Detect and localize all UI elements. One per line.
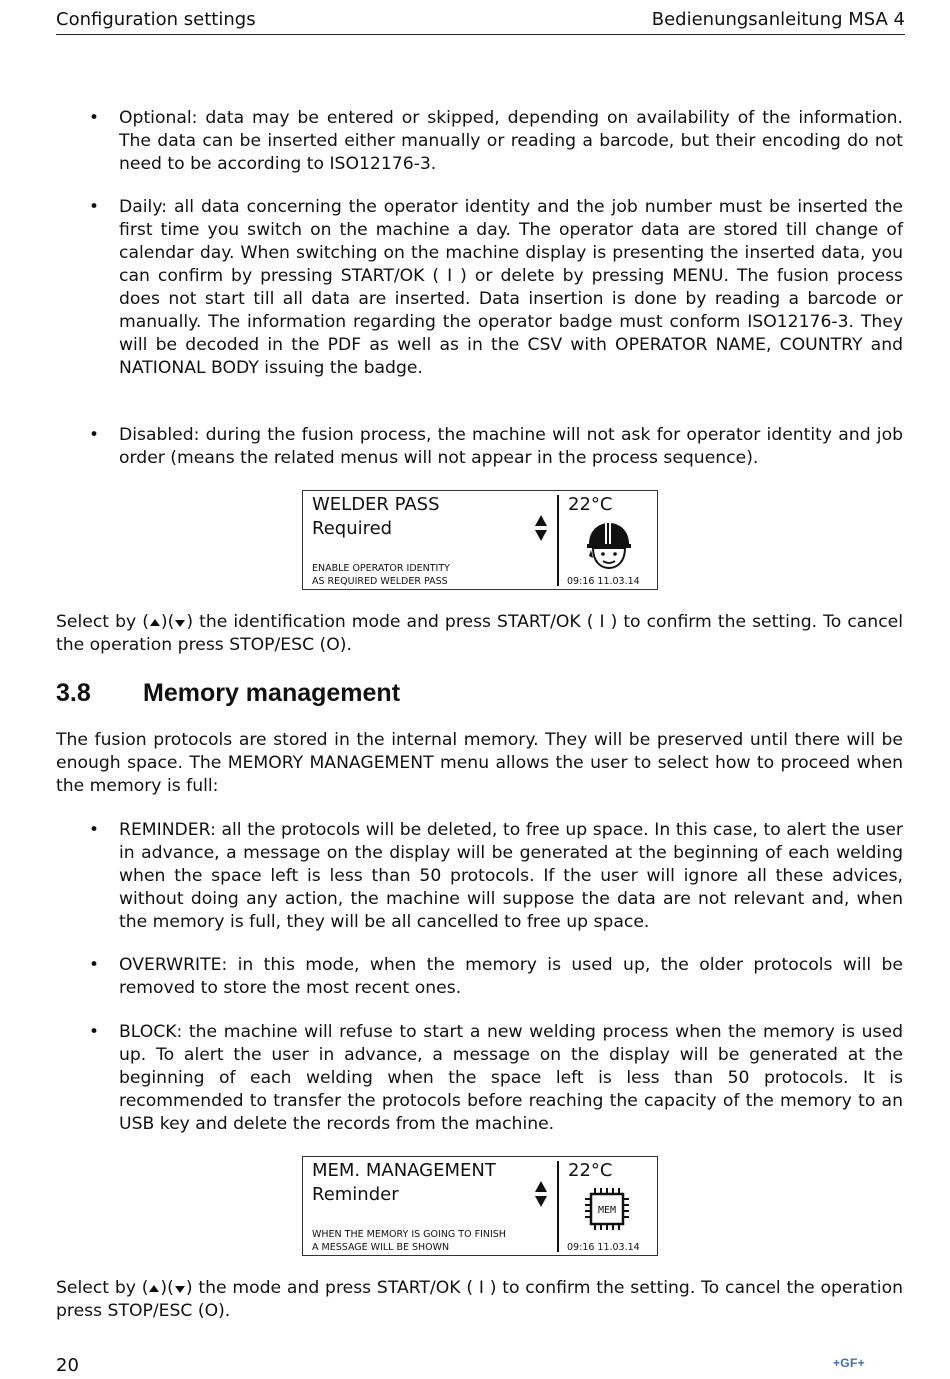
select-text-before: Select by (	[56, 1278, 149, 1298]
select-text-middle: )(	[160, 612, 175, 632]
select-instruction-1	[56, 611, 903, 657]
arrow-down-icon	[174, 1284, 186, 1294]
lcd-temperature: 22°C	[568, 494, 613, 515]
arrow-down-icon	[174, 618, 186, 628]
arrow-up-icon	[148, 1284, 160, 1294]
select-text-before: Select by (	[56, 612, 149, 632]
memory-chip-label: MEM	[597, 1205, 617, 1216]
bullet-optional: Optional: data may be entered or skipped, depending on availability of the information. The data can be inserted either manually or reading a barcode, but their encoding do not need to be according to ISO12176-3.	[119, 108, 903, 174]
bullet-dot-icon: •	[89, 1022, 100, 1042]
bullet-overwrite: OVERWRITE: in this mode, when the memory is used up, the older protocols will be removed to store the most recent ones.	[119, 955, 903, 998]
lcd-display-welder-pass	[302, 490, 658, 590]
lcd-note-line2: AS REQUIRED WELDER PASS	[312, 576, 448, 587]
bullet-disabled: Disabled: during the fusion process, the machine will not ask for operator identity and job order (means the related menus will not appear in the process sequence).	[119, 425, 903, 468]
lcd-value: Required	[312, 518, 393, 539]
section-heading	[56, 677, 400, 709]
select-instruction-2	[56, 1277, 903, 1323]
lcd-temperature: 22°C	[568, 1160, 613, 1181]
bullet-dot-icon: •	[89, 425, 100, 445]
header-section-title: Configuration settings	[56, 9, 256, 30]
up-down-arrows-icon	[535, 515, 547, 541]
section-number: 3.8	[56, 679, 91, 707]
lcd-title: WELDER PASS	[312, 494, 440, 515]
lcd-title: MEM. MANAGEMENT	[312, 1160, 496, 1181]
bullet-block: BLOCK: the machine will refuse to start a new welding process when the memory is used up. To alert the user in advance, a message on the display will be generated at the beginning of each welding when the space left is less than 50 protocols. It is recommended to transfer the protocols before reaching the capacity of the memory to an USB key and delete the records from the machine.	[119, 1022, 903, 1134]
lcd-time: 09:16 11.03.14	[567, 1242, 640, 1253]
memory-chip-icon	[581, 1186, 633, 1236]
bullet-dot-icon: •	[89, 108, 100, 128]
memory-intro: The fusion protocols are stored in the internal memory. They will be preserved until there will be enough space. The MEMORY MANAGEMENT menu allows the user to select how to proceed when the memory is full:	[56, 730, 903, 796]
lcd-time: 09:16 11.03.14	[567, 576, 640, 587]
select-text-middle: )(	[160, 1278, 174, 1298]
lcd-divider	[557, 1161, 559, 1252]
lcd-note-line2: A MESSAGE WILL BE SHOWN	[312, 1242, 450, 1253]
welder-helmet-icon	[581, 520, 633, 570]
select-text-after: ) the identification mode and press START/OK ( I ) to confirm the setting. To cancel the operation press STOP/ESC (O).	[56, 612, 903, 655]
up-down-arrows-icon	[535, 1181, 547, 1207]
lcd-display-mem-management	[302, 1156, 658, 1256]
header-manual-title: Bedienungsanleitung MSA 4	[651, 9, 905, 30]
page-header	[56, 8, 905, 35]
select-text-after: ) the mode and press START/OK ( I ) to confirm the setting. To cancel the operation press STOP/ESC (O).	[56, 1278, 903, 1321]
page-number: 20	[56, 1355, 79, 1376]
lcd-value: Reminder	[312, 1184, 399, 1205]
section-title-text: Memory management	[143, 679, 401, 707]
bullet-daily: Daily: all data concerning the operator identity and the job number must be inserted the first time you switch on the machine a day. The operator data are stored till change of calendar day. When switching on the machine display is presenting the inserted data, you can confirm by pressing START/OK ( I ) or delete by pressing MENU. The fusion process does not start till all data are inserted. Data insertion is done by reading a barcode or manually. The information regarding the operator badge must conform ISO12176-3. They will be decoded in the PDF as well as in the CSV with OPERATOR NAME, COUNTRY and NATIONAL BODY issuing the badge.	[119, 197, 903, 378]
lcd-divider	[557, 495, 559, 586]
lcd-note-line1: ENABLE OPERATOR IDENTITY	[312, 563, 450, 574]
lcd-note-line1: WHEN THE MEMORY IS GOING TO FINISH	[312, 1229, 506, 1240]
bullet-dot-icon: •	[89, 820, 100, 840]
arrow-up-icon	[149, 618, 161, 628]
bullet-reminder: REMINDER: all the protocols will be deleted, to free up space. In this case, to alert the user in advance, a message on the display will be generated at the beginning of each welding when the space left is less than 50 protocols. If the user will ignore all these advices, without doing any action, the machine will suppose the data are not relevant and, when the memory is full, they will be all cancelled to free up space.	[119, 820, 903, 932]
bullet-dot-icon: •	[89, 197, 100, 217]
gf-logo: +GF+	[833, 1356, 865, 1370]
bullet-dot-icon: •	[89, 955, 100, 975]
